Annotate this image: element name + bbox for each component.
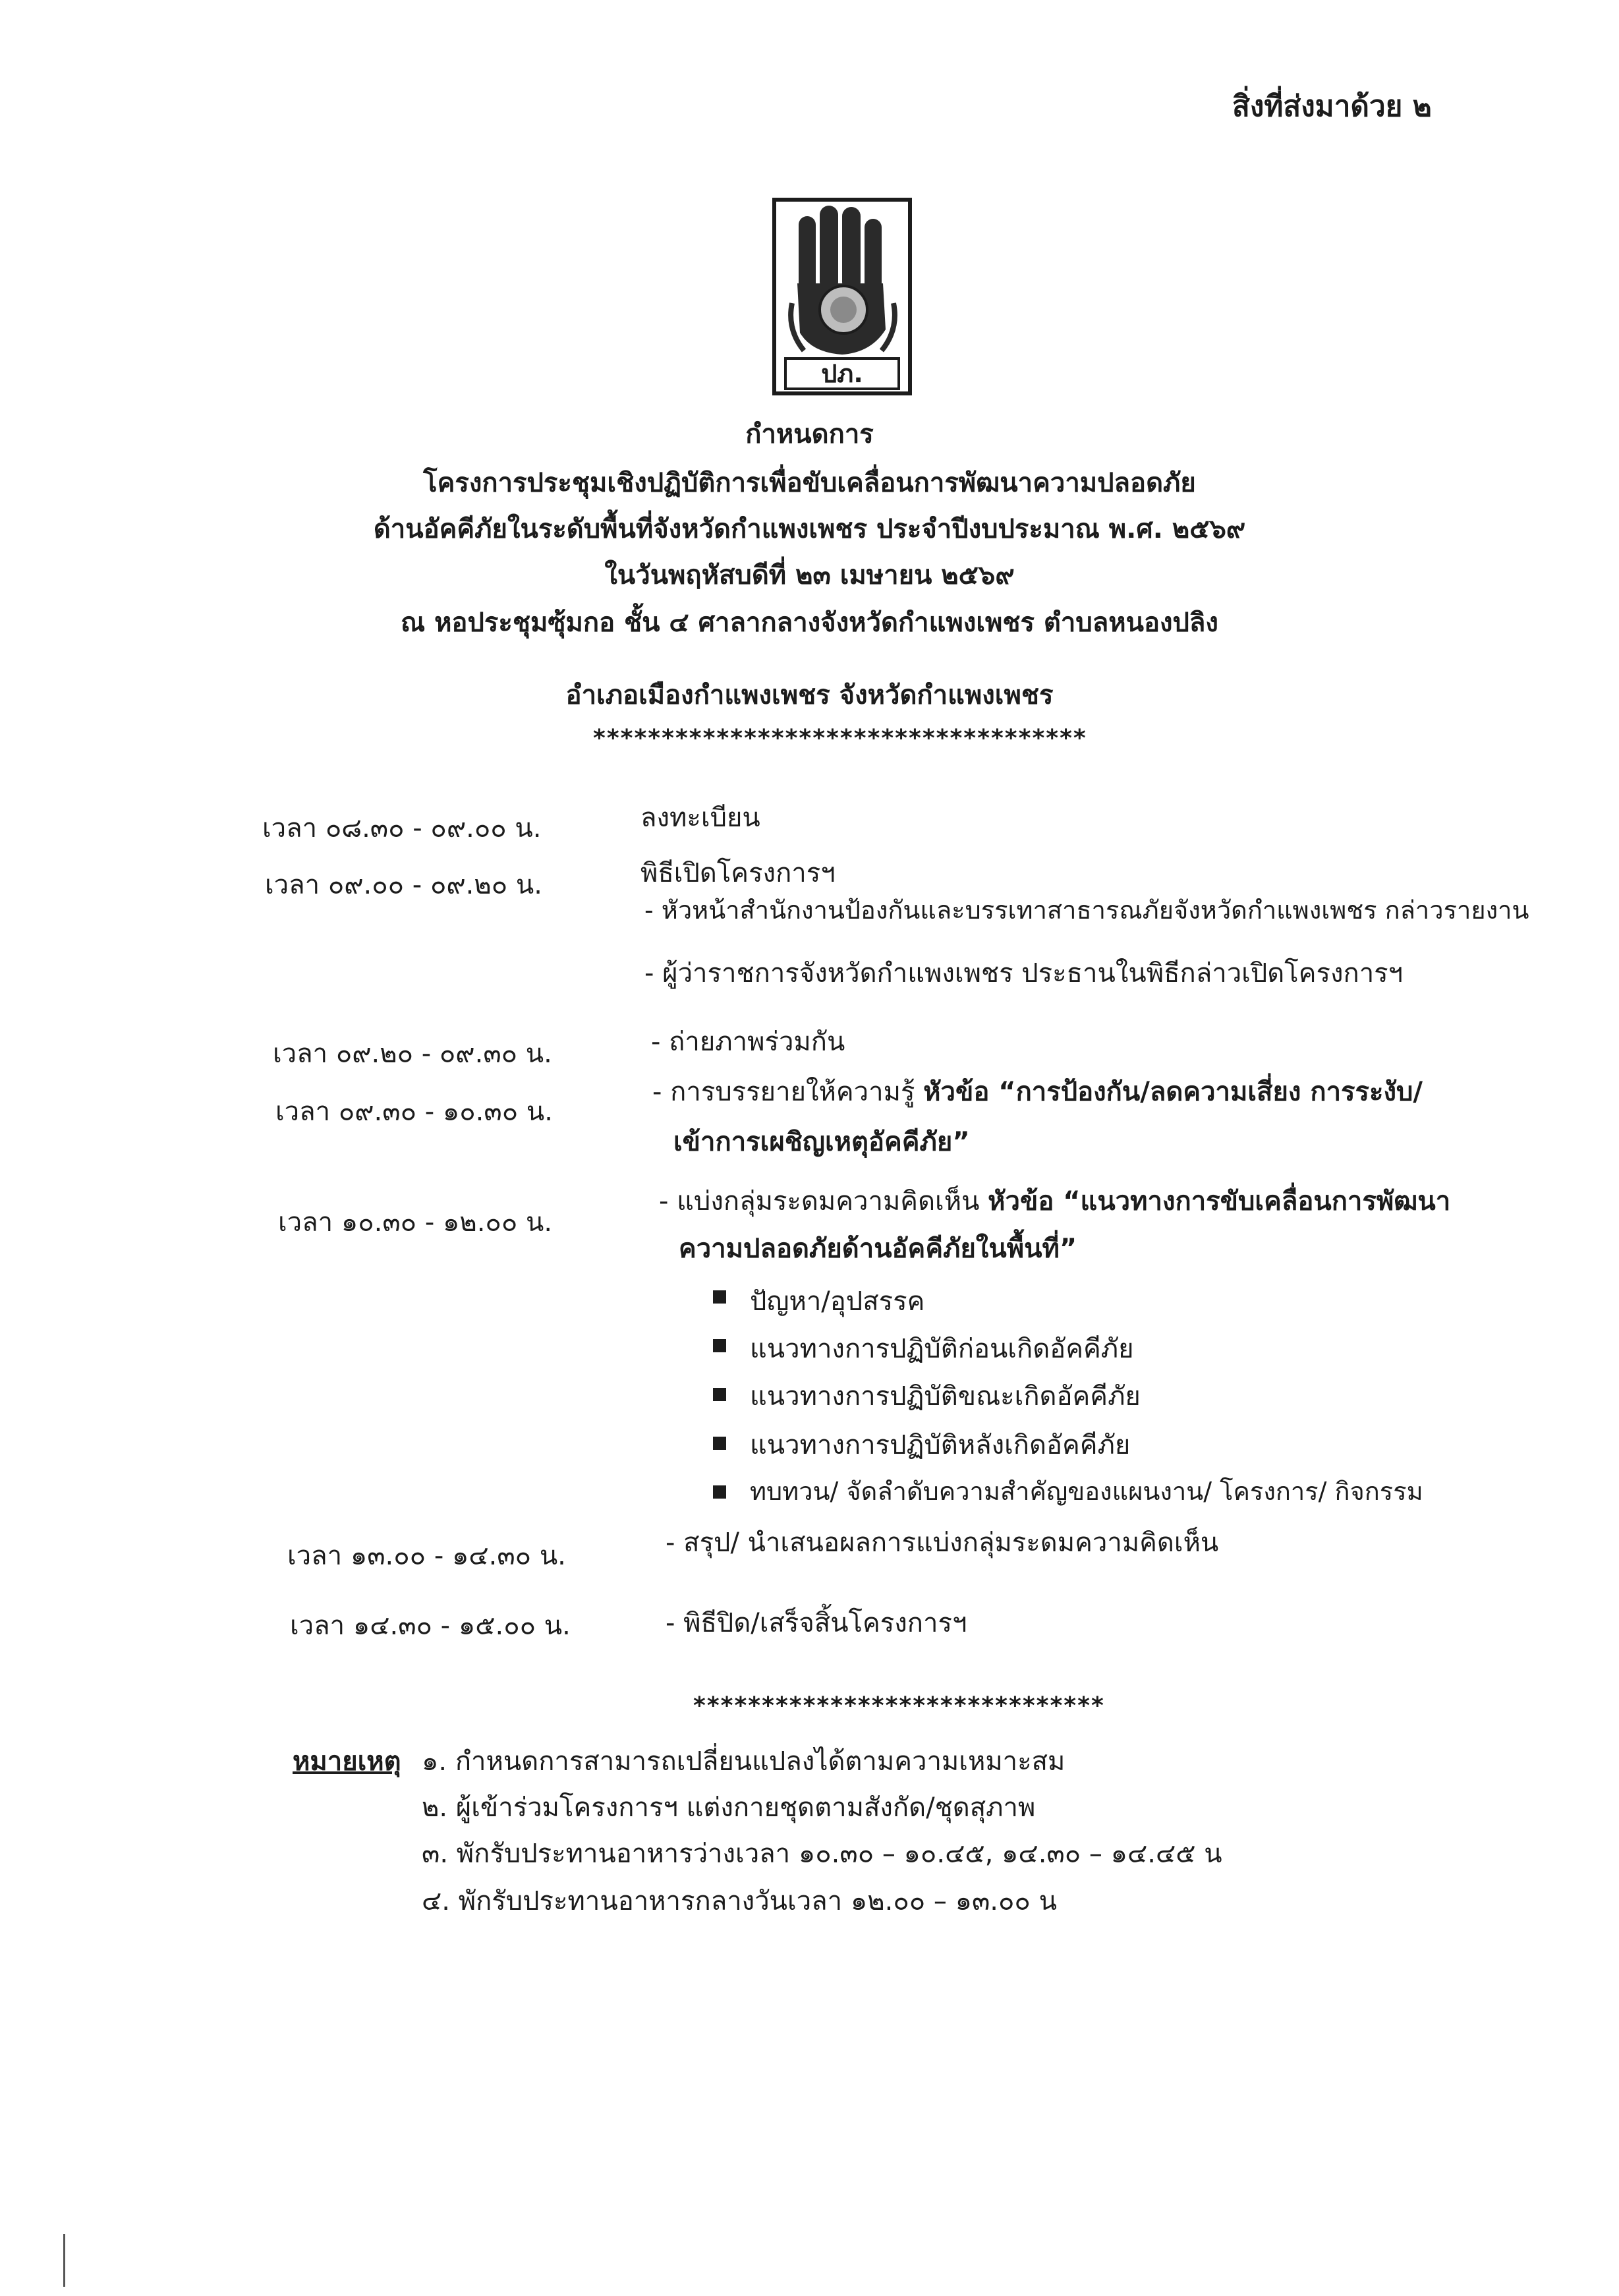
activity-opening-report: - หัวหน้าสำนักงานป้องกันและบรรเทาสาธารณภัยจังหวัดกำแพงเพชร กล่าวรายงาน	[644, 896, 1529, 925]
brainstorm-topic-line2: ความปลอดภัยด้านอัคคีภัยในพื้นที่”	[679, 1234, 1077, 1264]
list-item: ปัญหา/อุปสรรค	[750, 1286, 925, 1317]
list-item: แนวทางการปฏิบัติหลังเกิดอัคคีภัย	[750, 1430, 1131, 1460]
note-item: ๓. พักรับประทานอาหารว่างเวลา ๑๐.๓๐ – ๑๐.๔๕, ๑๔.๓๐ – ๑๔.๔๕ น	[422, 1839, 1222, 1869]
lecture-topic-line1: หัวข้อ “การป้องกัน/ลดความเสี่ยง การระงับ/	[923, 1077, 1423, 1107]
activity-lecture	[652, 1070, 1423, 1112]
separator-top: ************************************	[593, 725, 1087, 752]
note-item: ๔. พักรับประทานอาหารกลางวันเวลา ๑๒.๐๐ – ๑๓.๐๐ น	[422, 1886, 1057, 1916]
activity-summary: - สรุป/ นำเสนอผลการแบ่งกลุ่มระดมความคิดเห็น	[666, 1528, 1219, 1558]
time-slot-3: เวลา ๐๙.๒๐ - ๐๙.๓๐ น.	[273, 1039, 552, 1069]
brainstorm-topic-line1: หัวข้อ “แนวทางการขับเคลื่อนการพัฒนา	[988, 1186, 1451, 1217]
separator-bottom: ******************************	[693, 1692, 1105, 1719]
list-item: แนวทางการปฏิบัติก่อนเกิดอัคคีภัย	[750, 1334, 1134, 1364]
list-item: ทบทวน/ จัดลำดับความสำคัญของแผนงาน/ โครงการ/ กิจกรรม	[750, 1477, 1423, 1506]
activity-registration: ลงทะเบียน	[640, 803, 760, 833]
enclosure-label: สิ่งที่ส่งมาด้วย ๒	[1232, 90, 1432, 123]
activity-opening: พิธีเปิดโครงการฯ	[640, 858, 836, 888]
time-slot-6: เวลา ๑๓.๐๐ - ๑๔.๓๐ น.	[287, 1541, 566, 1571]
time-slot-2: เวลา ๐๙.๐๐ - ๐๙.๒๐ น.	[265, 870, 542, 900]
list-item: แนวทางการปฏิบัติขณะเกิดอัคคีภัย	[750, 1381, 1141, 1412]
note-item: ๒. ผู้เข้าร่วมโครงการฯ แต่งกายชุดตามสังกัด/ชุดสุภาพ	[422, 1793, 1036, 1823]
project-name-line1: โครงการประชุมเชิงปฏิบัติการเพื่อขับเคลื่อนการพัฒนาความปลอดภัย	[423, 468, 1196, 498]
activity-opening-speech: - ผู้ว่าราชการจังหวัดกำแพงเพชร ประธานในพิธีกล่าวเปิดโครงการฯ	[644, 958, 1404, 989]
time-slot-4: เวลา ๐๙.๓๐ - ๑๐.๓๐ น.	[275, 1097, 553, 1127]
lecture-topic-line2: เข้าการเผชิญเหตุอัคคีภัย”	[673, 1127, 970, 1157]
bullet-square-icon	[713, 1290, 726, 1304]
page-title: กำหนดการ	[745, 419, 874, 449]
bullet-square-icon	[713, 1485, 726, 1499]
time-slot-1: เวลา ๐๘.๓๐ - ๐๙.๐๐ น.	[262, 813, 542, 844]
notes-label: หมายเหตุ	[293, 1746, 401, 1777]
activity-group-photo: - ถ่ายภาพร่วมกัน	[651, 1027, 845, 1057]
bullet-square-icon	[713, 1388, 726, 1401]
bullet-square-icon	[713, 1339, 726, 1352]
organization-logo	[772, 198, 912, 395]
venue-line2: อำเภอเมืองกำแพงเพชร จังหวัดกำแพงเพชร	[565, 680, 1054, 710]
scan-edge-mark	[63, 2234, 65, 2287]
project-name-line2: ด้านอัคคีภัยในระดับพื้นที่จังหวัดกำแพงเพชร ประจำปีงบประมาณ พ.ศ. ๒๕๖๙	[373, 514, 1246, 544]
logo-text: ปภ.	[821, 359, 863, 388]
event-date: ในวันพฤหัสบดีที่ ๒๓ เมษายน ๒๕๖๙	[604, 560, 1015, 590]
activity-closing: - พิธีปิด/เสร็จสิ้นโครงการฯ	[666, 1608, 967, 1638]
note-item: ๑. กำหนดการสามารถเปลี่ยนแปลงได้ตามความเหมาะสม	[422, 1746, 1065, 1777]
bullet-square-icon	[713, 1437, 726, 1450]
time-slot-7: เวลา ๑๔.๓๐ - ๑๕.๐๐ น.	[290, 1611, 571, 1641]
venue-line1: ณ หอประชุมซุ้มกอ ชั้น ๔ ศาลากลางจังหวัดกำแพงเพชร ตำบลหนองปลิง	[401, 608, 1218, 638]
activity-brainstorm	[659, 1180, 1450, 1222]
brainstorm-prefix: - แบ่งกลุ่มระดมความคิดเห็น	[659, 1186, 988, 1217]
lecture-prefix: - การบรรยายให้ความรู้	[652, 1077, 924, 1107]
time-slot-5: เวลา ๑๐.๓๐ - ๑๒.๐๐ น.	[278, 1207, 553, 1238]
